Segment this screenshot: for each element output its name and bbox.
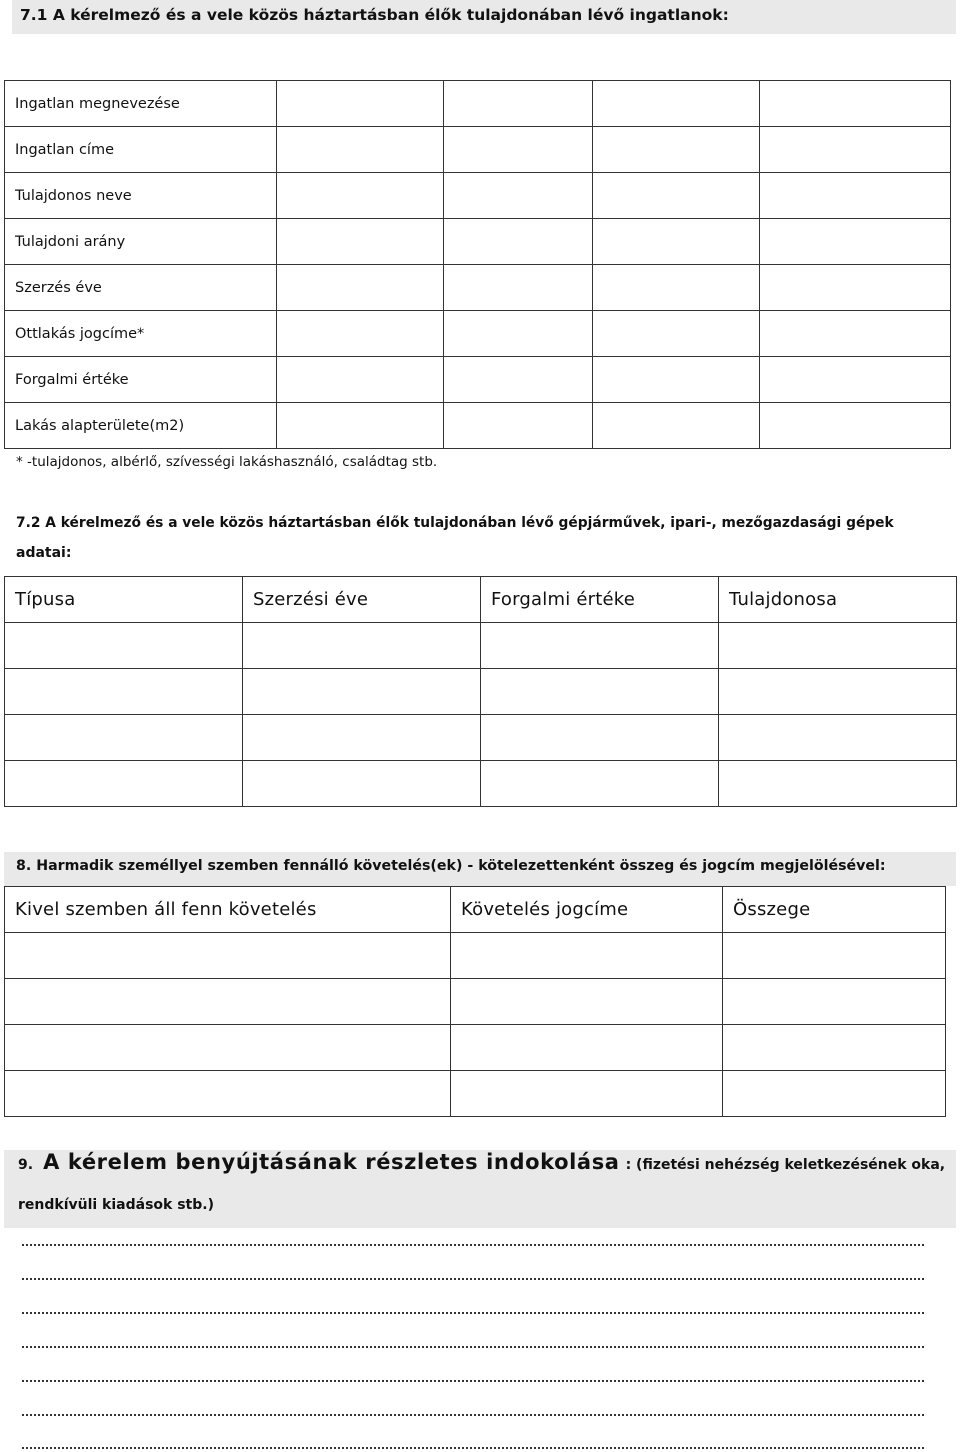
property-row [5, 357, 951, 403]
vehicle-input-cell[interactable] [719, 715, 957, 761]
vehicle-row [5, 715, 957, 761]
property-row [5, 127, 951, 173]
vehicle-row [5, 761, 957, 807]
section-9-header [4, 1150, 956, 1228]
vehicle-row [5, 669, 957, 715]
vehicle-input-cell[interactable] [719, 761, 957, 807]
vehicle-input-cell[interactable] [5, 715, 243, 761]
vehicle-input-cell[interactable] [5, 761, 243, 807]
property-row [5, 403, 951, 449]
property-row [5, 311, 951, 357]
vehicle-column-header: Szerzési éve [243, 577, 481, 623]
property-input-cell[interactable] [593, 173, 760, 219]
vehicle-header-row [5, 577, 957, 623]
vehicle-input-cell[interactable] [243, 715, 481, 761]
vehicle-input-cell[interactable] [481, 761, 719, 807]
section-8-header [4, 852, 956, 886]
property-input-cell[interactable] [277, 219, 444, 265]
vehicle-input-cell[interactable] [719, 669, 957, 715]
property-input-cell[interactable] [760, 81, 951, 127]
answer-line[interactable] [22, 1278, 924, 1280]
section-7-1-header [12, 0, 956, 34]
property-input-cell[interactable] [593, 219, 760, 265]
property-input-cell[interactable] [444, 403, 593, 449]
property-row-label: Tulajdonos neve [5, 173, 277, 219]
property-input-cell[interactable] [593, 81, 760, 127]
vehicle-column-header: Tulajdonosa [719, 577, 957, 623]
answer-line[interactable] [22, 1380, 924, 1382]
property-input-cell[interactable] [277, 81, 444, 127]
vehicle-row [5, 623, 957, 669]
property-input-cell[interactable] [444, 219, 593, 265]
claims-column-header: Követelés jogcíme [451, 887, 723, 933]
vehicle-input-cell[interactable] [243, 669, 481, 715]
property-input-cell[interactable] [277, 357, 444, 403]
property-input-cell[interactable] [760, 173, 951, 219]
property-row-label: Lakás alapterülete(m2) [5, 403, 277, 449]
property-input-cell[interactable] [277, 127, 444, 173]
claims-input-cell[interactable] [723, 1071, 946, 1117]
claims-input-cell[interactable] [451, 1071, 723, 1117]
property-input-cell[interactable] [277, 403, 444, 449]
vehicle-input-cell[interactable] [481, 623, 719, 669]
claims-input-cell[interactable] [723, 979, 946, 1025]
property-input-cell[interactable] [444, 357, 593, 403]
property-row-label: Ingatlan megnevezése [5, 81, 277, 127]
answer-line[interactable] [22, 1414, 924, 1416]
answer-line[interactable] [22, 1312, 924, 1314]
property-input-cell[interactable] [444, 265, 593, 311]
answer-line[interactable] [22, 1346, 924, 1348]
vehicle-input-cell[interactable] [243, 761, 481, 807]
property-input-cell[interactable] [593, 403, 760, 449]
property-input-cell[interactable] [593, 265, 760, 311]
claims-row [5, 979, 946, 1025]
claims-column-header: Összege [723, 887, 946, 933]
property-row-label: Szerzés éve [5, 265, 277, 311]
answer-line[interactable] [22, 1244, 924, 1246]
section-9-title: A kérelem benyújtásának részletes indokolása [43, 1150, 620, 1174]
claims-input-cell[interactable] [5, 933, 451, 979]
vehicle-input-cell[interactable] [481, 715, 719, 761]
claims-input-cell[interactable] [5, 1071, 451, 1117]
property-input-cell[interactable] [760, 219, 951, 265]
property-row-label: Tulajdoni arány [5, 219, 277, 265]
section-8-title: 8. Harmadik személlyel szemben fennálló követelés(ek) - kötelezettenként összeg és jogcím megjelölésével: [16, 858, 886, 874]
property-input-cell[interactable] [444, 127, 593, 173]
property-input-cell[interactable] [593, 357, 760, 403]
property-row-label: Forgalmi értéke [5, 357, 277, 403]
claims-input-cell[interactable] [451, 979, 723, 1025]
property-input-cell[interactable] [760, 357, 951, 403]
claims-input-cell[interactable] [723, 1025, 946, 1071]
answer-line[interactable] [22, 1447, 924, 1449]
vehicle-input-cell[interactable] [481, 669, 719, 715]
section-7-2-title-line2: adatai: [16, 545, 72, 561]
property-row [5, 81, 951, 127]
vehicle-input-cell[interactable] [719, 623, 957, 669]
claims-column-header: Kivel szemben áll fenn követelés [5, 887, 451, 933]
vehicle-input-cell[interactable] [5, 669, 243, 715]
property-input-cell[interactable] [444, 81, 593, 127]
vehicle-column-header: Típusa [5, 577, 243, 623]
claims-table [4, 886, 946, 1117]
property-row [5, 173, 951, 219]
claims-header-row [5, 887, 946, 933]
claims-row [5, 1025, 946, 1071]
property-input-cell[interactable] [277, 311, 444, 357]
claims-input-cell[interactable] [451, 933, 723, 979]
property-row-label: Ottlakás jogcíme* [5, 311, 277, 357]
property-input-cell[interactable] [593, 311, 760, 357]
property-table [4, 80, 951, 449]
property-input-cell[interactable] [760, 311, 951, 357]
vehicle-column-header: Forgalmi értéke [481, 577, 719, 623]
vehicle-table [4, 576, 957, 807]
claims-input-cell[interactable] [451, 1025, 723, 1071]
property-input-cell[interactable] [760, 265, 951, 311]
section-7-1-title: 7.1 A kérelmező és a vele közös háztartásban élők tulajdonában lévő ingatlanok: [20, 6, 729, 24]
section-7-2-header [16, 508, 956, 568]
property-row-label: Ingatlan címe [5, 127, 277, 173]
section-9-title-rest: : (fizetési nehézség keletkezésének oka, [625, 1157, 946, 1173]
property-input-cell[interactable] [277, 173, 444, 219]
property-input-cell[interactable] [593, 127, 760, 173]
property-input-cell[interactable] [444, 173, 593, 219]
property-input-cell[interactable] [444, 311, 593, 357]
property-row [5, 265, 951, 311]
property-input-cell[interactable] [277, 265, 444, 311]
property-input-cell[interactable] [760, 403, 951, 449]
section-7-2-title-line1: 7.2 A kérelmező és a vele közös háztartásban élők tulajdonában lévő gépjárművek, ipari-, mezőgazdasági gépek [16, 515, 894, 531]
property-row [5, 219, 951, 265]
claims-row [5, 1071, 946, 1117]
claims-input-cell[interactable] [5, 979, 451, 1025]
section-9-number: 9. [18, 1157, 34, 1173]
claims-input-cell[interactable] [723, 933, 946, 979]
section-9-title-line2: rendkívüli kiadások stb.) [18, 1197, 214, 1213]
vehicle-input-cell[interactable] [5, 623, 243, 669]
vehicle-input-cell[interactable] [243, 623, 481, 669]
claims-input-cell[interactable] [5, 1025, 451, 1071]
claims-row [5, 933, 946, 979]
property-input-cell[interactable] [760, 127, 951, 173]
property-footnote: * -tulajdonos, albérlő, szívességi lakáshasználó, családtag stb. [16, 454, 438, 470]
